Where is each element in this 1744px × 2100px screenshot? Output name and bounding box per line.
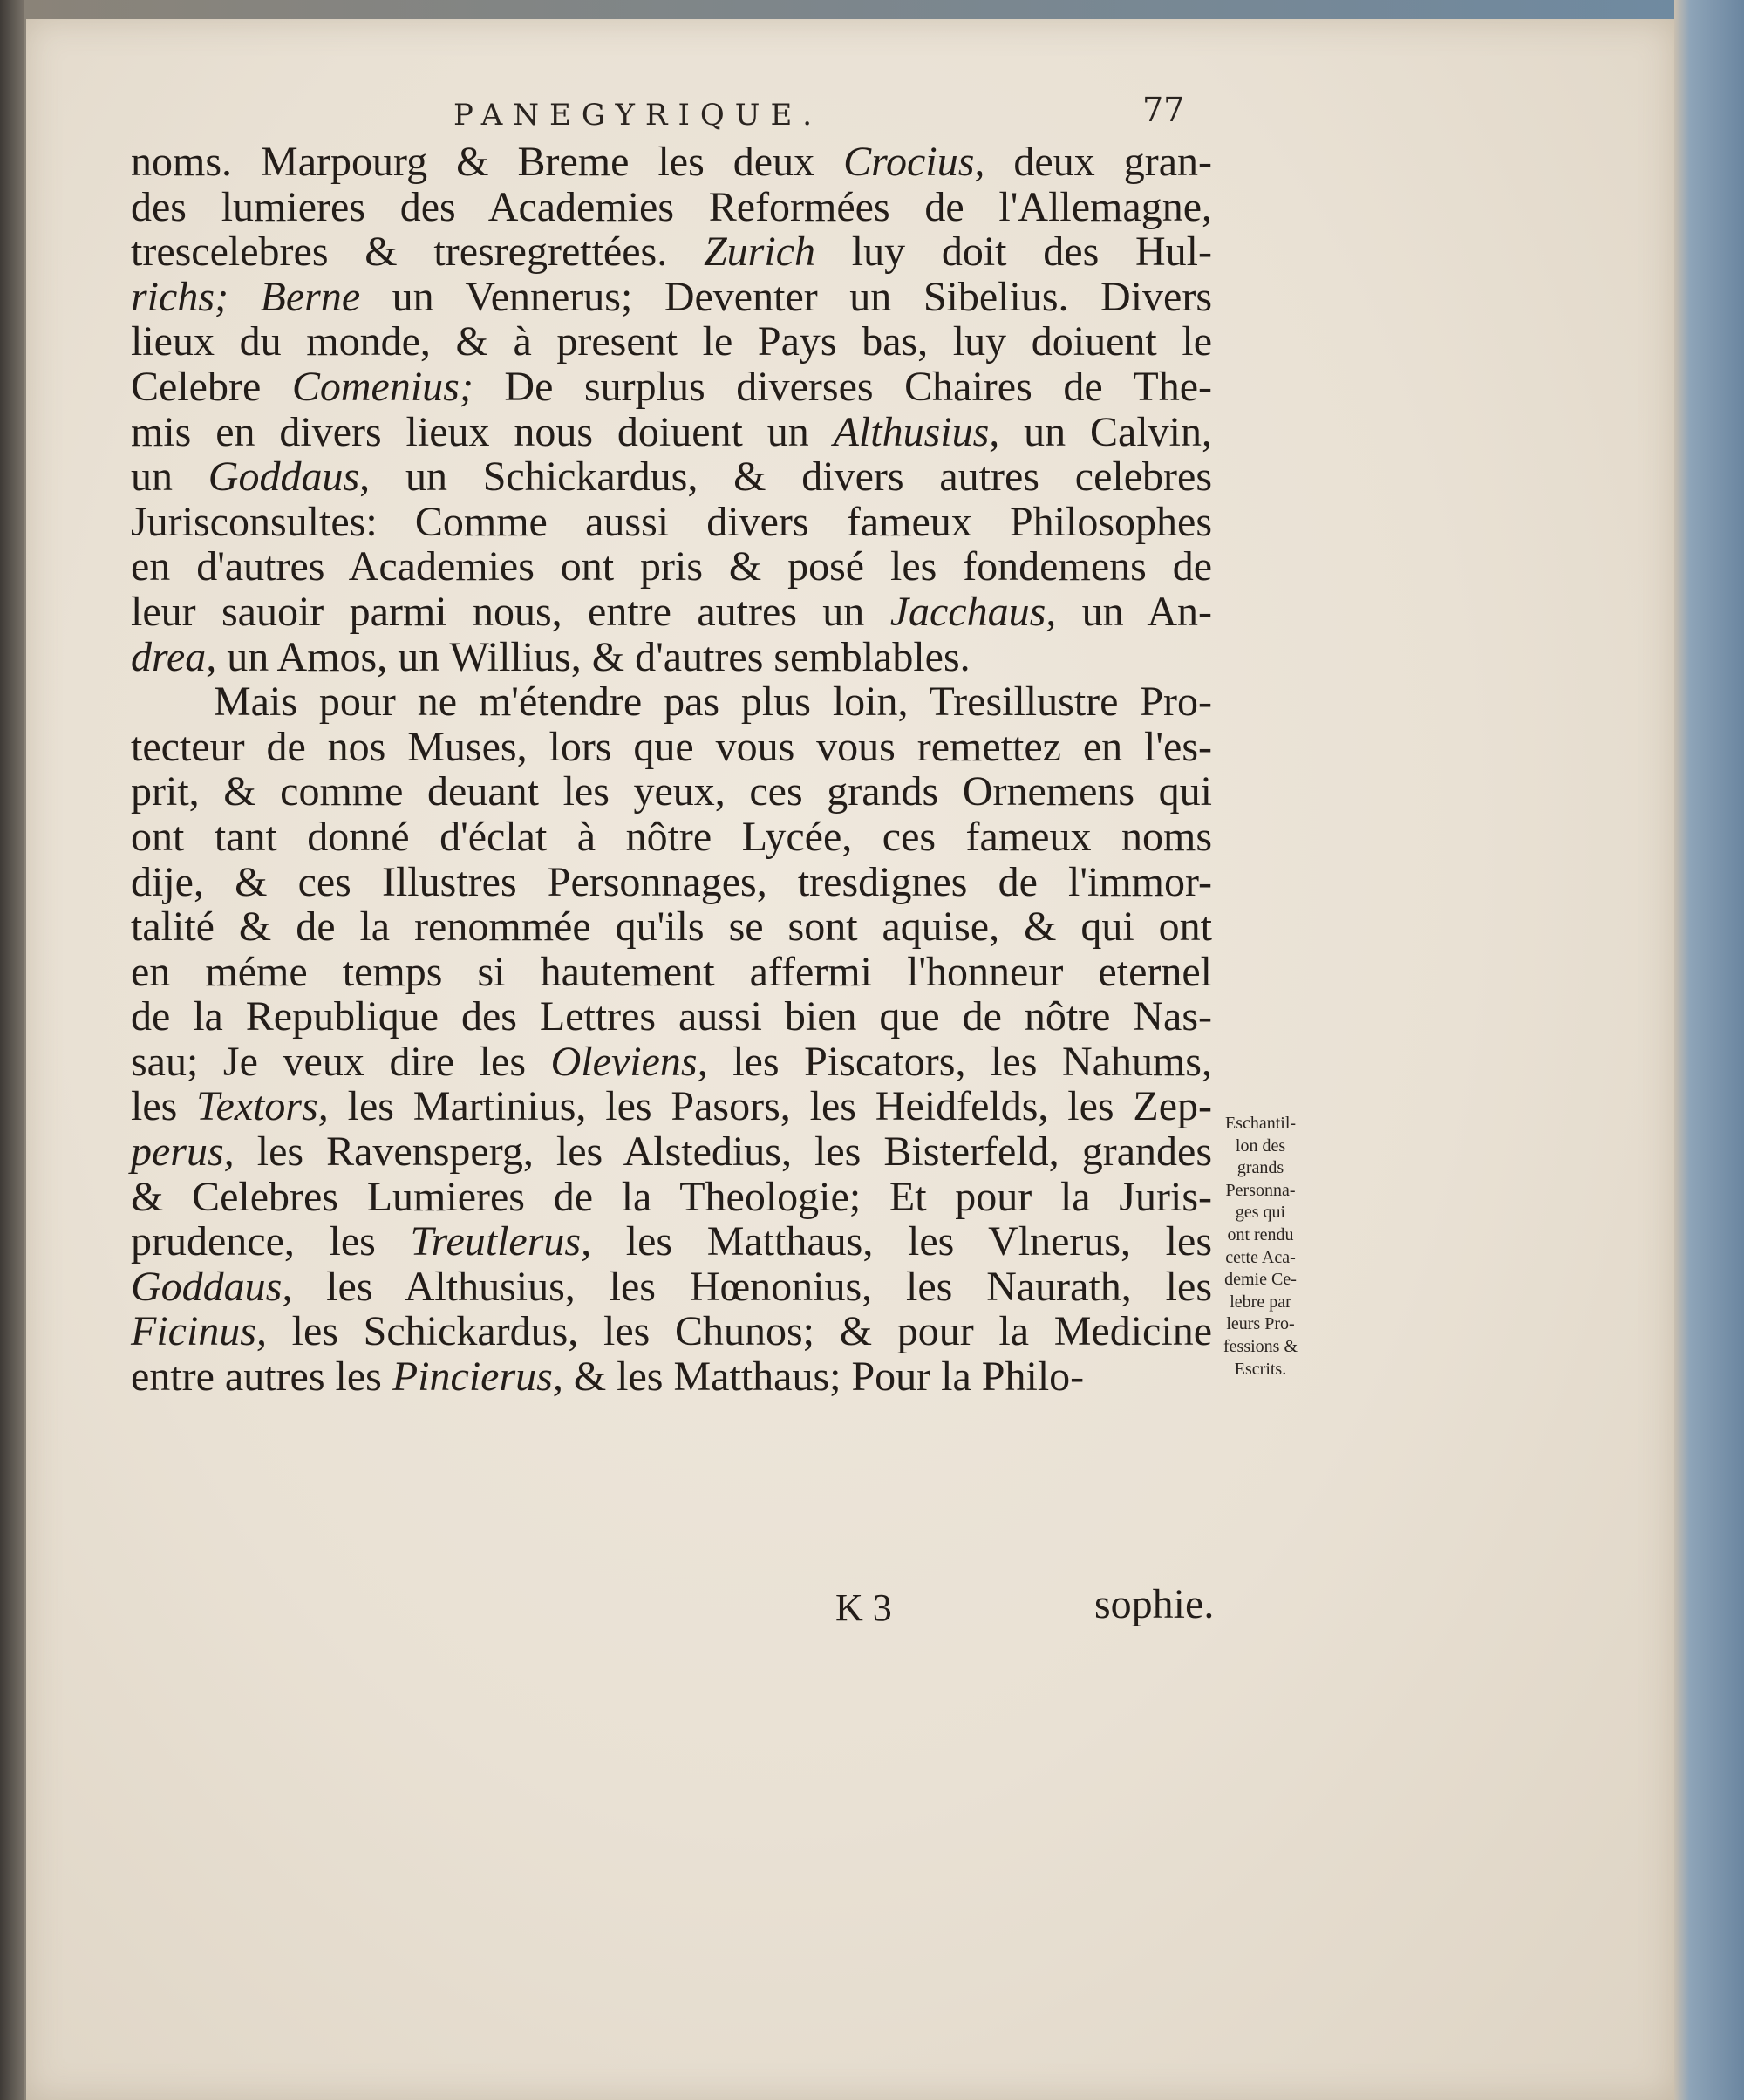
line-tail: De surplus diverses Chaires de The- [473, 363, 1212, 410]
line-italic: drea, [131, 633, 217, 680]
margin-note-line: cette Aca- [1225, 1247, 1296, 1267]
text-line [131, 365, 1212, 410]
line-roman: sau; Je veux dire les [131, 1038, 551, 1085]
text-line [131, 815, 1212, 860]
line-roman: Mais pour ne m'étendre pas plus loin, Tresillustre Pro- [214, 678, 1212, 726]
line-tail: un Calvin, [999, 408, 1213, 455]
line-tail: un Vennerus; Deventer un Sibelius. Divers [360, 273, 1213, 320]
line-italic: Ficinus, [131, 1308, 267, 1355]
line-tail: les Piscators, les Nahums, [707, 1038, 1212, 1085]
page-right-edge [1674, 0, 1744, 2100]
text-line [131, 1129, 1212, 1175]
line-roman: Jurisconsultes: Comme aussi divers fameux Philosophes [131, 498, 1212, 545]
text-line [131, 1040, 1212, 1085]
margin-note-line: Personna- [1225, 1180, 1296, 1200]
text-line [131, 1084, 1212, 1129]
text-line [131, 635, 1212, 680]
text-line [131, 229, 1212, 275]
body-text [131, 140, 1212, 1400]
book-spine [0, 0, 24, 2100]
text-line [131, 1265, 1212, 1310]
line-roman: tecteur de nos Muses, lors que vous vous remettez en l'es- [131, 723, 1212, 770]
line-tail: les Althusius, les Hœnonius, les Naurath, les [292, 1263, 1212, 1310]
line-italic: Crocius, [843, 139, 985, 185]
margin-note-line: demie Ce- [1224, 1270, 1297, 1290]
line-roman: prit, & comme deuant les yeux, ces grands Ornemens qui [131, 768, 1212, 815]
line-tail: les Schickardus, les Chunos; & pour la Medicine [266, 1308, 1212, 1355]
line-italic: Oleviens, [550, 1038, 708, 1085]
line-roman: des lumieres des Academies Reformées de l'Allemagne, [131, 183, 1212, 230]
line-tail: un An- [1056, 588, 1213, 635]
running-title: PANEGYRIQUE. [453, 98, 823, 133]
text-line [131, 1354, 1212, 1400]
line-roman: de la Republique des Lettres aussi bien que de nôtre Nas- [131, 993, 1212, 1040]
line-roman: & Celebres Lumieres de la Theologie; Et pour la Juris- [131, 1173, 1212, 1220]
line-roman: les [131, 1083, 197, 1130]
text-line [131, 185, 1212, 230]
line-roman: leur sauoir parmi nous, entre autres un [131, 588, 890, 635]
line-tail: deux gran- [984, 139, 1212, 185]
line-tail: luy doit des Hul- [815, 228, 1213, 276]
margin-note-line: ges qui [1235, 1203, 1286, 1223]
line-italic: Althusius, [833, 408, 1000, 455]
line-italic: Treutlerus, [410, 1218, 592, 1265]
line-roman: entre autres les [131, 1353, 392, 1401]
text-line [131, 1219, 1212, 1265]
line-italic: Jacchaus, [889, 588, 1057, 635]
margin-note-line: ont rendu [1227, 1224, 1294, 1244]
line-tail: les Matthaus, les Vlnerus, les [591, 1218, 1212, 1265]
text-line [131, 725, 1212, 770]
margin-note-line: leurs Pro- [1226, 1314, 1295, 1334]
line-roman: mis en divers lieux nous doiuent un [131, 408, 834, 455]
text-line [131, 544, 1212, 590]
line-roman: talité & de la renommée qu'ils se sont aquise, & qui ont [131, 903, 1212, 951]
text-line [131, 454, 1212, 500]
signature-mark: K 3 [835, 1586, 892, 1629]
line-roman: ont tant donné d'éclat à nôtre Lycée, ces fameux noms [131, 813, 1212, 860]
margin-note-line: Escrits. [1234, 1359, 1287, 1379]
line-italic: perus, [131, 1128, 235, 1176]
line-tail: & les Matthaus; Pour la Philo- [562, 1353, 1085, 1401]
text-line [131, 590, 1212, 635]
line-roman: lieux du monde, & à present le Pays bas, luy doiuent le [131, 318, 1212, 365]
page-number: 77 [1142, 91, 1185, 129]
line-roman: Celebre [131, 363, 292, 410]
line-roman: dije, & ces Illustres Personnages, tresdignes de l'immor- [131, 858, 1212, 905]
text-line [131, 994, 1212, 1040]
margin-note-line: grands [1236, 1158, 1284, 1178]
margin-note-line: Eschantil- [1224, 1114, 1297, 1133]
line-italic: Zurich [703, 228, 815, 276]
line-italic: Goddaus [208, 453, 360, 501]
margin-note-line: fessions & [1223, 1336, 1298, 1356]
line-roman: en d'autres Academies ont pris & posé les fondemens de [131, 543, 1212, 590]
text-line [131, 1175, 1212, 1220]
margin-note-line: lon des [1235, 1135, 1286, 1156]
text-line [131, 319, 1212, 365]
line-italic: Goddaus, [131, 1263, 293, 1310]
line-italic: richs; Berne [131, 273, 361, 320]
text-line [131, 140, 1212, 185]
line-tail: les Martinius, les Pasors, les Heidfelds, les Zep- [328, 1083, 1213, 1130]
text-line [131, 679, 1212, 725]
line-tail: les Ravensperg, les Alstedius, les Bisterfeld, grandes [234, 1128, 1212, 1176]
line-italic: Comenius; [291, 363, 473, 410]
line-tail: un Amos, un Willius, & d'autres semblables. [216, 633, 971, 680]
text-line [131, 500, 1212, 545]
catchword: sophie. [1094, 1581, 1215, 1627]
text-line [131, 769, 1212, 815]
text-line [131, 275, 1212, 320]
text-line [131, 1309, 1212, 1354]
text-line [131, 860, 1212, 905]
margin-note [1210, 1113, 1311, 1381]
margin-note-line: lebre par [1230, 1292, 1291, 1312]
line-tail: , un Schickardus, & divers autres celebres [359, 453, 1212, 501]
line-roman: un [131, 453, 208, 501]
text-line [131, 904, 1212, 950]
line-italic: Textors, [196, 1083, 329, 1130]
line-roman: prudence, les [131, 1218, 411, 1265]
text-line [131, 950, 1212, 995]
line-roman: noms. Marpourg & Breme les deux [131, 139, 844, 185]
text-line [131, 410, 1212, 455]
line-roman: trescelebres & tresregrettées. [131, 228, 704, 276]
line-roman: en méme temps si hautement affermi l'honneur eternel [131, 948, 1212, 995]
line-italic: Pincierus, [392, 1353, 563, 1401]
